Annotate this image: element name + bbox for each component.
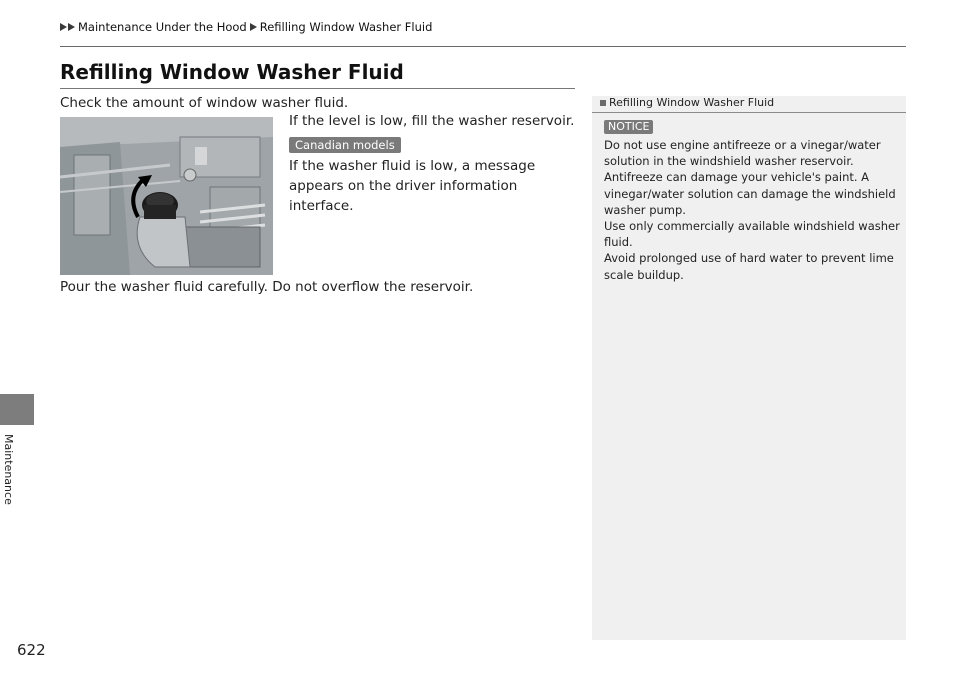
breadcrumb	[60, 19, 435, 35]
caution-text: Pour the washer fluid carefully. Do not overflow the reservoir.	[60, 279, 474, 295]
sidebar-note-heading	[600, 96, 774, 109]
sidebar-note-body	[604, 137, 900, 283]
instruction-text: If the level is low, fill the washer reservoir.	[289, 113, 575, 129]
notice-badge: NOTICE	[604, 120, 653, 134]
note-line: Avoid prolonged use of hard water to prevent lime	[604, 251, 894, 266]
breadcrumb-triangle-icon	[60, 23, 67, 31]
note-line: Do not use engine antifreeze or a vinegar/water	[604, 138, 881, 152]
note-line: fluid.	[604, 235, 633, 250]
engine-bay-illustration	[60, 117, 273, 275]
side-section-label	[2, 434, 33, 505]
note-line: Use only commercially available windshield washer	[604, 219, 900, 234]
region-badge: Canadian models	[289, 137, 401, 153]
title-divider	[60, 88, 575, 89]
note-line: Antifreeze can damage your vehicle's paint. A	[604, 170, 870, 185]
breadcrumb-item-refilling-washer-fluid[interactable]: Refilling Window Washer Fluid	[259, 20, 433, 34]
note-line: scale buildup.	[604, 267, 684, 282]
page-number: 622	[17, 641, 46, 659]
breadcrumb-triangle-icon	[250, 23, 257, 31]
intro-text: Check the amount of window washer fluid.	[60, 95, 349, 111]
header-divider	[60, 46, 906, 47]
note-line: solution in the windshield washer reservoir.	[604, 154, 854, 169]
note-line: washer pump.	[604, 202, 686, 217]
note-line: vinegar/water solution can damage the windshield	[604, 186, 896, 201]
page-title: Refilling Window Washer Fluid	[60, 60, 404, 84]
breadcrumb-triangle-icon	[68, 23, 75, 31]
side-section-label-text: Maintenance	[2, 434, 15, 505]
sidebar-note-divider	[592, 112, 906, 113]
sidebar-note-heading-text: Refilling Window Washer Fluid	[609, 96, 775, 109]
breadcrumb-item-maintenance-under-hood[interactable]: Maintenance Under the Hood	[78, 20, 247, 34]
washer-reservoir-photo	[60, 117, 273, 275]
note-square-icon	[600, 100, 606, 106]
canadian-note-text: If the washer fluid is low, a message appears on the driver information interface.	[289, 158, 536, 214]
side-section-tab	[0, 394, 34, 425]
